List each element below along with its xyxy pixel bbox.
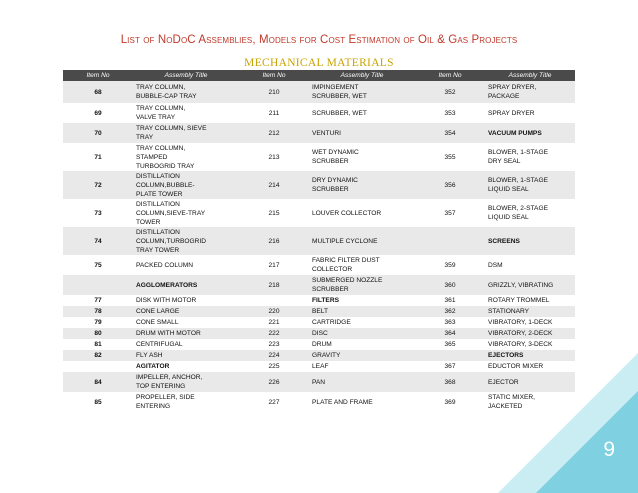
assembly-title-cell: DISTILLATION COLUMN,TURBOGRID TRAY TOWER [133,227,239,255]
assembly-title-cell: FILTERS [309,295,415,306]
item-no-cell [415,350,485,361]
table-row [63,81,575,103]
assembly-title-cell: PAN [309,372,415,392]
assembly-title-cell: SCRUBBER, WET [309,103,415,123]
assembly-title-cell: BLOWER, 1-STAGE LIQUID SEAL [485,171,575,199]
item-no-cell: 211 [239,103,309,123]
item-no-cell: 362 [415,306,485,317]
assembly-title-cell: AGITATOR [133,361,239,372]
page-number: 9 [603,438,615,461]
corner-decoration [478,333,638,493]
assembly-title-cell: FLY ASH [133,350,239,361]
item-no-cell: 220 [239,306,309,317]
assembly-title-cell: IMPINGEMENT SCRUBBER, WET [309,81,415,103]
table-row [63,227,575,255]
item-no-cell: 74 [63,227,133,255]
item-no-cell: 82 [63,350,133,361]
table-row [63,123,575,143]
item-no-cell: 78 [63,306,133,317]
assembly-title-cell: BLOWER, 2-STAGE LIQUID SEAL [485,199,575,227]
item-no-cell: 213 [239,143,309,171]
assembly-title-cell: FABRIC FILTER DUST COLLECTOR [309,255,415,275]
section-subtitle: MECHANICAL MATERIALS [244,57,394,69]
assembly-title-cell: EJECTORS [485,350,575,361]
table-row [63,275,575,295]
item-no-cell: 226 [239,372,309,392]
assembly-title-cell: GRAVITY [309,350,415,361]
item-no-cell: 216 [239,227,309,255]
item-no-cell: 357 [415,199,485,227]
item-no-cell: 360 [415,275,485,295]
table-row [63,255,575,275]
assembly-title-cell: PLATE AND FRAME [309,392,415,412]
item-no-cell: 369 [415,392,485,412]
item-no-cell: 84 [63,372,133,392]
table-row [63,306,575,317]
item-no-cell: 363 [415,317,485,328]
assembly-title-cell: IMPELLER, ANCHOR, TOP ENTERING [133,372,239,392]
assembly-title-cell: LEAF [309,361,415,372]
item-no-cell: 218 [239,275,309,295]
assembly-title-cell: ROTARY TROMMEL [485,295,575,306]
item-no-cell: 361 [415,295,485,306]
assembly-title-cell: STATIC MIXER, JACKETED [485,392,575,412]
table-row [63,295,575,306]
item-no-cell: 223 [239,339,309,350]
assembly-title-cell: STATIONARY [485,306,575,317]
table-row [63,143,575,171]
assembly-title-cell: VIBRATORY, 1-DECK [485,317,575,328]
item-no-cell: 72 [63,171,133,199]
item-no-cell: 364 [415,328,485,339]
assembly-title-cell: MULTIPLE CYCLONE [309,227,415,255]
assembly-title-cell: DISC [309,328,415,339]
assembly-title-cell: EDUCTOR MIXER [485,361,575,372]
assembly-title-cell: VIBRATORY, 2-DECK [485,328,575,339]
table-header-row [63,70,575,81]
item-no-cell: 224 [239,350,309,361]
assembly-title-cell: DSM [485,255,575,275]
assembly-title-cell: DISTILLATION COLUMN,BUBBLE- PLATE TOWER [133,171,239,199]
assembly-title-cell: TRAY COLUMN, STAMPED TURBOGRID TRAY [133,143,239,171]
item-no-cell: 359 [415,255,485,275]
column-header-assembly-title: Assembly Title [485,70,575,81]
assembly-title-cell: CENTRIFUGAL [133,339,239,350]
table-row [63,103,575,123]
table-row [63,317,575,328]
item-no-cell: 354 [415,123,485,143]
item-no-cell: 71 [63,143,133,171]
item-no-cell: 77 [63,295,133,306]
assembly-title-cell: DISTILLATION COLUMN,SIEVE-TRAY TOWER [133,199,239,227]
assembly-title-cell: BLOWER, 1-STAGE DRY SEAL [485,143,575,171]
assembly-title-cell: CONE SMALL [133,317,239,328]
item-no-cell: 214 [239,171,309,199]
assembly-title-cell: PACKED COLUMN [133,255,239,275]
item-no-cell: 81 [63,339,133,350]
item-no-cell: 80 [63,328,133,339]
assembly-title-cell: CARTRIDGE [309,317,415,328]
item-no-cell: 365 [415,339,485,350]
item-no-cell: 368 [415,372,485,392]
item-no-cell: 217 [239,255,309,275]
assembly-title-cell: DISK WITH MOTOR [133,295,239,306]
assembly-title-cell: VENTURI [309,123,415,143]
item-no-cell: 212 [239,123,309,143]
slide-title: List of NoDoC Assemblies, Models for Cost Estimation of Oil & Gas Projects [120,34,518,46]
assembly-title-cell: AGGLOMERATORS [133,275,239,295]
item-no-cell: 75 [63,255,133,275]
item-no-cell: 352 [415,81,485,103]
assembly-title-cell: DRY DYNAMIC SCRUBBER [309,171,415,199]
item-no-cell: 225 [239,361,309,372]
assembly-title-cell: CONE LARGE [133,306,239,317]
assembly-title-cell: LOUVER COLLECTOR [309,199,415,227]
assembly-title-cell: SPRAY DRYER, PACKAGE [485,81,575,103]
assembly-title-cell: EJECTOR [485,372,575,392]
column-header-assembly-title: Assembly Title [133,70,239,81]
assembly-title-cell: TRAY COLUMN, SIEVE TRAY [133,123,239,143]
column-header-item-no: Item No [63,70,133,81]
item-no-cell: 221 [239,317,309,328]
item-no-cell: 79 [63,317,133,328]
item-no-cell: 73 [63,199,133,227]
item-no-cell [63,275,133,295]
assembly-title-cell: WET DYNAMIC SCRUBBER [309,143,415,171]
assembly-title-cell: SCREENS [485,227,575,255]
column-header-item-no: Item No [239,70,309,81]
item-no-cell [63,361,133,372]
item-no-cell: 367 [415,361,485,372]
assembly-title-cell: TRAY COLUMN, VALVE TRAY [133,103,239,123]
item-no-cell: 85 [63,392,133,412]
item-no-cell: 227 [239,392,309,412]
column-header-item-no: Item No [415,70,485,81]
item-no-cell: 215 [239,199,309,227]
assembly-title-cell: BELT [309,306,415,317]
assembly-title-cell: SPRAY DRYER [485,103,575,123]
item-no-cell: 353 [415,103,485,123]
item-no-cell: 70 [63,123,133,143]
assembly-title-cell: VACUUM PUMPS [485,123,575,143]
item-no-cell: 356 [415,171,485,199]
item-no-cell [415,227,485,255]
assembly-title-cell: DRUM WITH MOTOR [133,328,239,339]
item-no-cell: 210 [239,81,309,103]
column-header-assembly-title: Assembly Title [309,70,415,81]
item-no-cell: 69 [63,103,133,123]
table-row [63,199,575,227]
item-no-cell: 222 [239,328,309,339]
assembly-title-cell: TRAY COLUMN, BUBBLE-CAP TRAY [133,81,239,103]
assembly-title-cell: SUBMERGED NOZZLE SCRUBBER [309,275,415,295]
item-no-cell: 355 [415,143,485,171]
assembly-title-cell: DRUM [309,339,415,350]
table-row [63,171,575,199]
item-no-cell [239,295,309,306]
item-no-cell: 68 [63,81,133,103]
assembly-title-cell: GRIZZLY, VIBRATING [485,275,575,295]
assembly-title-cell: VIBRATORY, 3-DECK [485,339,575,350]
assembly-title-cell: PROPELLER, SIDE ENTERING [133,392,239,412]
